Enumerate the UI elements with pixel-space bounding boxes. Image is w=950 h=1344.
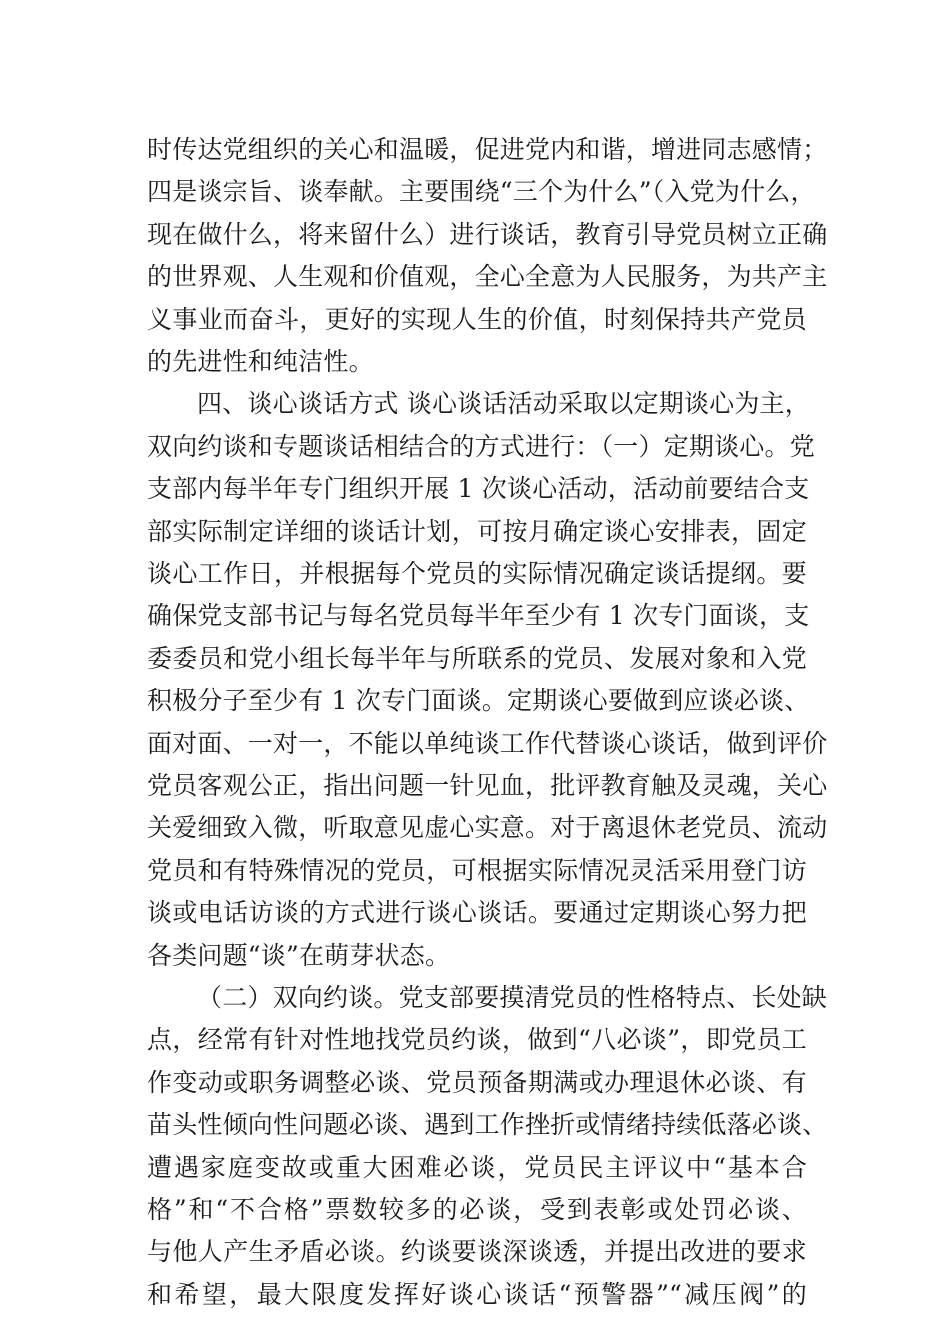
text-line: 谈心工作日，并根据每个党员的实际情况确定谈话提纲。要 [147,559,807,588]
text-line: 现在做什么，将来留什么）进行谈话，教育引导党员树立正确 [147,220,828,249]
text-line: 和希望，最大限度发挥好谈心谈话“预警器”“减压阀”的 [147,1280,807,1309]
section-heading-line: 四、谈心谈话方式 谈心谈话活动采取以定期谈心为主， [197,389,810,418]
text-line: 委委员和党小组长每半年与所联系的党员、发展对象和入党 [147,644,807,673]
text-line: 与他人产生矛盾必谈。约谈要谈深谈透，并提出改进的要求 [147,1237,807,1266]
text-line: 积极分子至少有 1 次专门面谈。定期谈心要做到应谈必谈、 [147,686,810,715]
paragraph-start-line: （二）双向约谈。党支部要摸清党员的性格特点、长处缺 [197,983,828,1012]
text-line: 党员和有特殊情况的党员，可根据实际情况灵活采用登门访 [147,856,807,885]
text-line: 确保党支部书记与每名党员每半年至少有 1 次专门面谈，支 [147,601,810,630]
text-line: 党员客观公正，指出问题一针见血，批评教育触及灵魂，关心 [147,771,828,800]
text-line: 的先进性和纯洁性。 [147,347,374,376]
text-line: 双向约谈和专题谈话相结合的方式进行：（一）定期谈心。党 [147,432,815,461]
text-line: 各类问题“谈”在萌芽状态。 [147,941,451,970]
text-line: 格”和“不合格”票数较多的必谈，受到表彰或处罚必谈、 [147,1195,807,1224]
text-line: 面对面、一对一，不能以单纯谈工作代替谈心谈话，做到评价 [147,729,828,758]
text-line: 谈或电话访谈的方式进行谈心谈话。要通过定期谈心努力把 [147,898,807,927]
text-line: 四是谈宗旨、谈奉献。主要围绕“三个为什么”（入党为什么， [147,177,816,206]
text-line: 关爱细致入微，听取意见虚心实意。对于离退休老党员、流动 [147,813,828,842]
text-line: 的世界观、人生观和价值观，全心全意为人民服务，为共产主 [147,262,828,291]
text-line: 遭遇家庭变故或重大困难必谈，党员民主评议中“基本合 [147,1153,807,1182]
text-line: 苗头性倾向性问题必谈、遇到工作挫折或情绪持续低落必谈、 [147,1110,828,1139]
text-line: 点，经常有针对性地找党员约谈，做到“八必谈”，即党员工 [147,1025,807,1054]
text-line: 部实际制定详细的谈话计划，可按月确定谈心安排表，固定 [147,517,807,546]
text-line: 时传达党组织的关心和温暖，促进党内和谐，增进同志感情； [147,135,828,164]
text-line: 支部内每半年专门组织开展 1 次谈心活动，活动前要结合支 [147,474,810,503]
text-line: 义事业而奋斗，更好的实现人生的价值，时刻保持共产党员 [147,305,807,334]
text-line: 作变动或职务调整必谈、党员预备期满或办理退休必谈、有 [147,1068,807,1097]
